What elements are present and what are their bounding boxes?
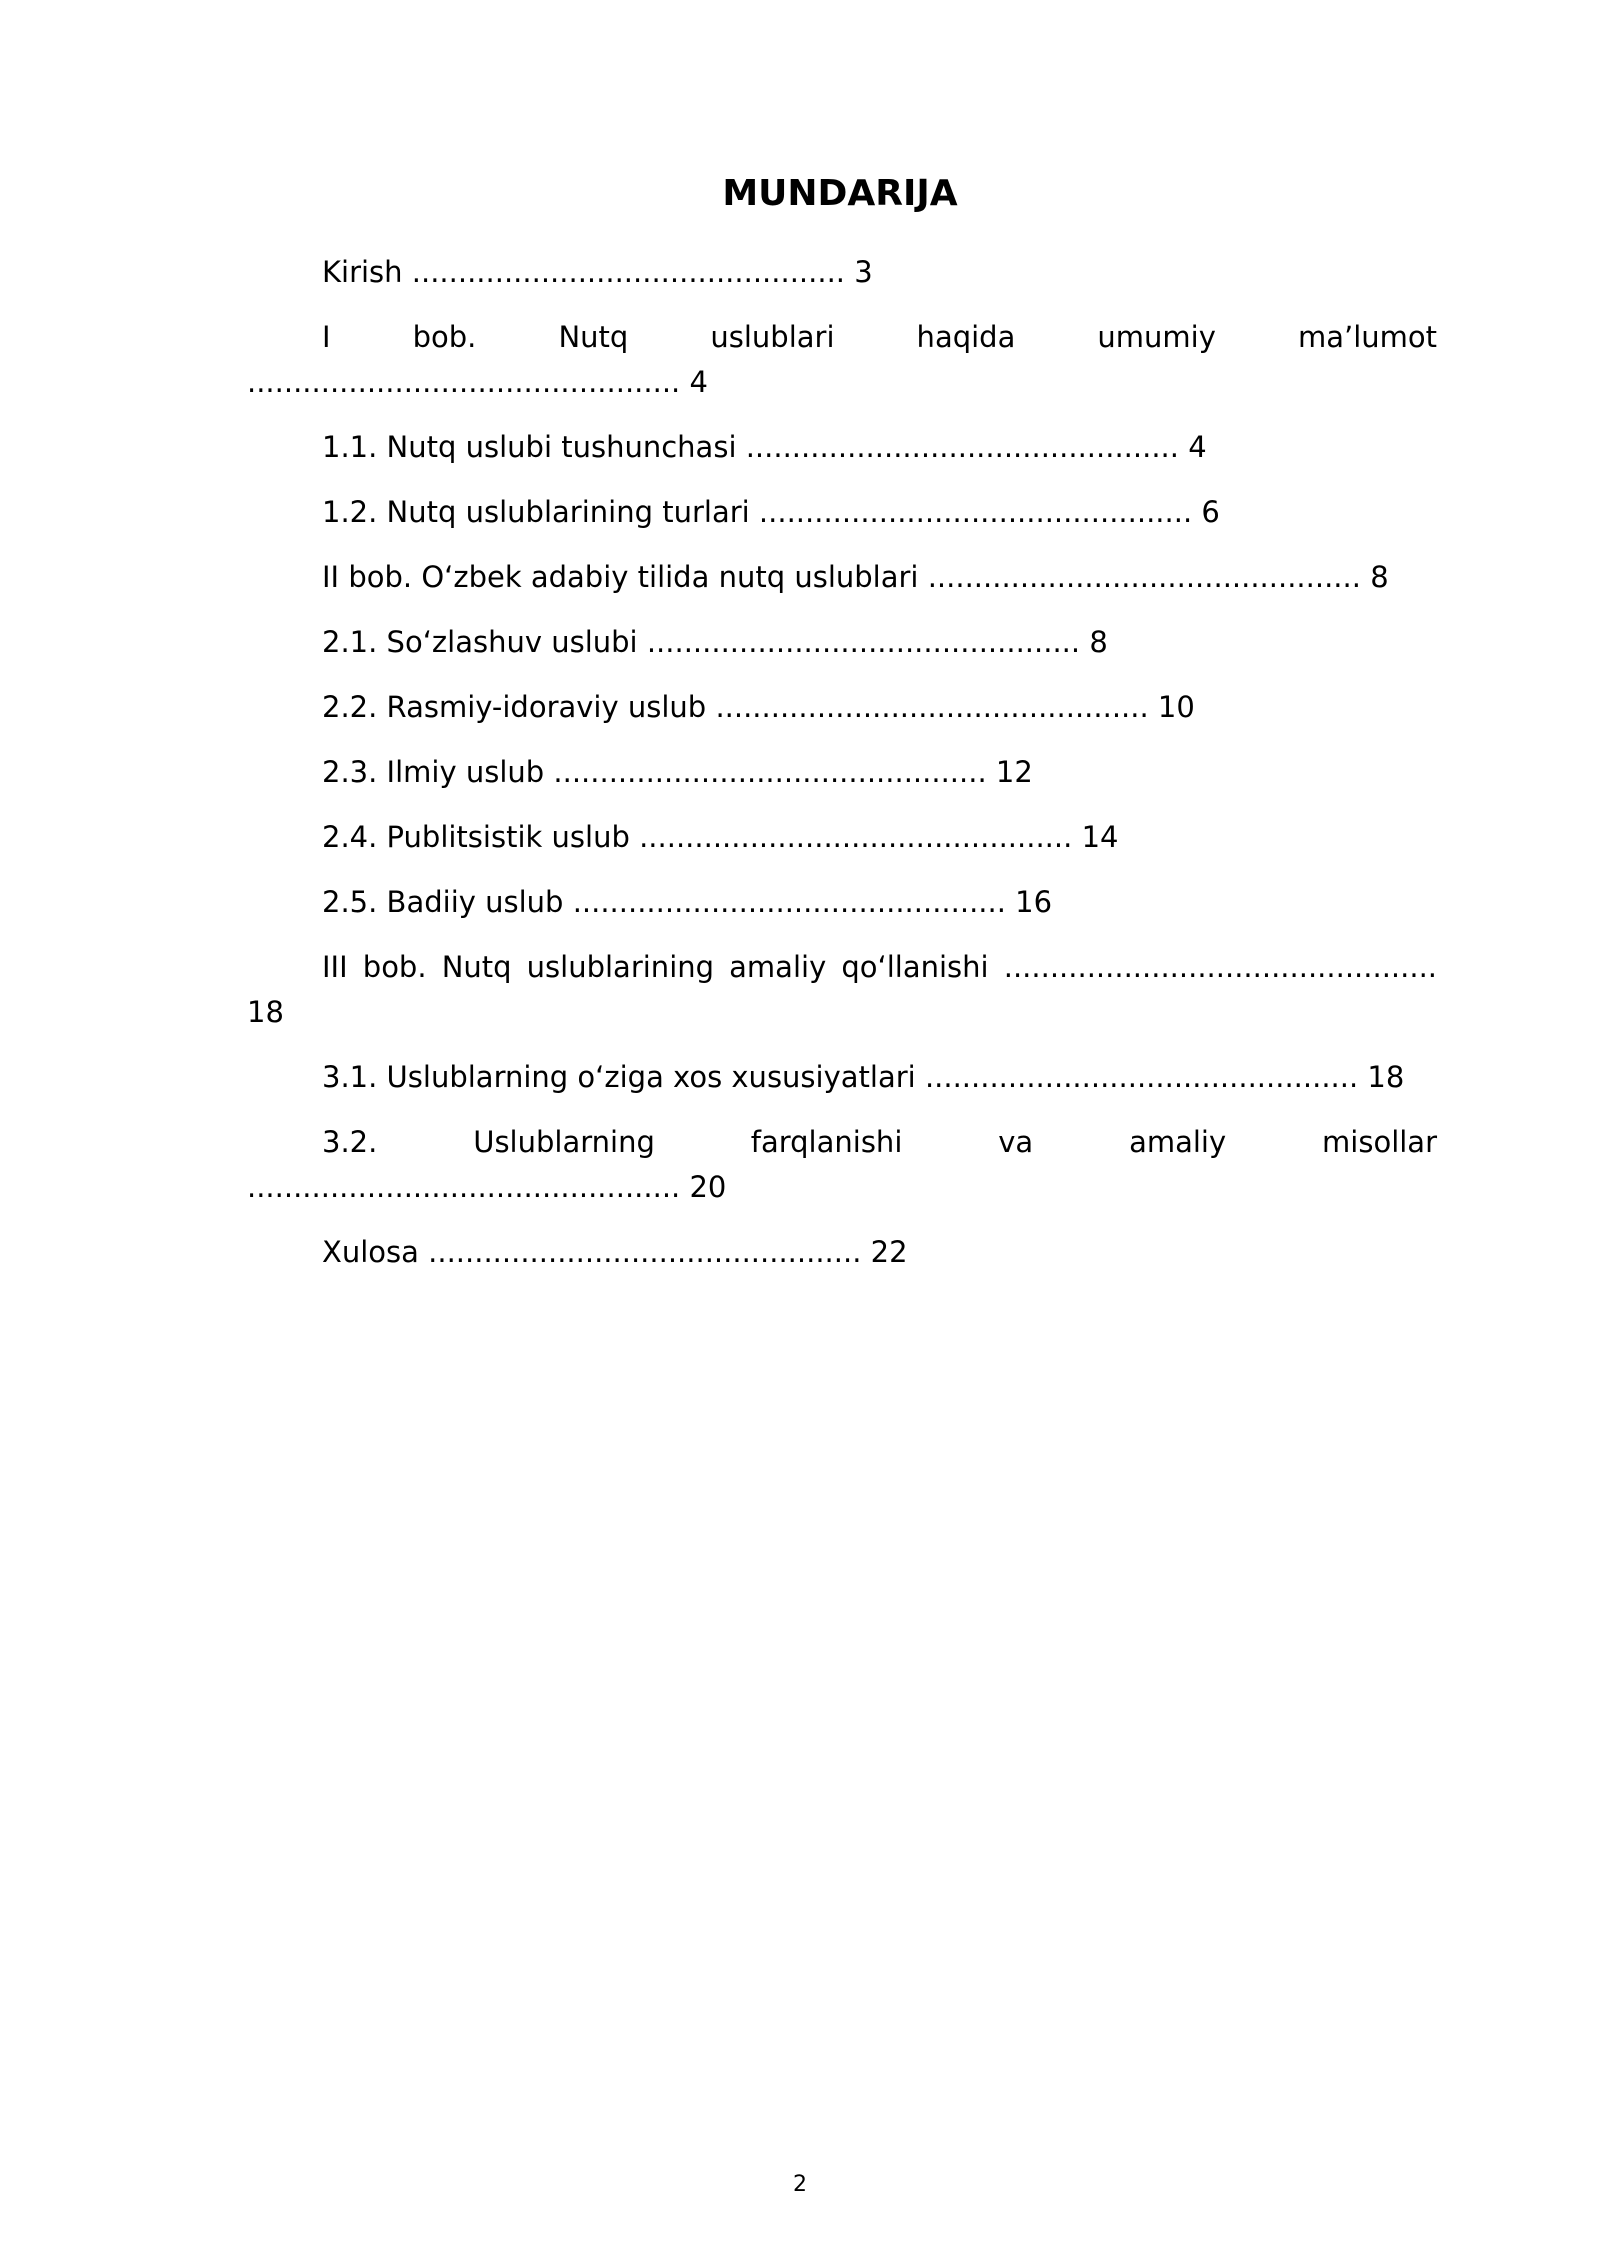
toc-page-number: 14 bbox=[1081, 820, 1119, 854]
toc-page-number: 18 bbox=[247, 995, 284, 1029]
page-title: MUNDARIJA bbox=[722, 173, 958, 214]
toc-page-number: 4 bbox=[689, 365, 708, 399]
toc-leader-dots: ............................................... bbox=[572, 885, 1006, 919]
toc-entry-label: I bob. Nutq uslublari haqida umumiy ma’lumot bbox=[322, 320, 1437, 354]
toc-leader-dots: ............................................... bbox=[924, 1060, 1359, 1094]
toc-entry-label: 2.2. Rasmiy-idoraviy uslub bbox=[322, 690, 707, 724]
toc-entry-1-2 bbox=[247, 490, 1437, 535]
toc-entry-label: 3.1. Uslublarning o‘ziga xos xususiyatlari bbox=[322, 1060, 916, 1094]
toc-page-number: 8 bbox=[1089, 625, 1108, 659]
toc-leader-dots: ............................................... bbox=[758, 495, 1193, 529]
toc-entry-2-3 bbox=[247, 750, 1437, 795]
toc-entry-label: II bob. O‘zbek adabiy tilida nutq uslublari bbox=[322, 560, 919, 594]
toc-entry-3-2 bbox=[247, 1120, 1437, 1210]
toc-entry-label: Xulosa bbox=[322, 1235, 419, 1269]
toc-page-number: 4 bbox=[1188, 430, 1207, 464]
toc-entry-label: 2.1. So‘zlashuv uslubi bbox=[322, 625, 638, 659]
toc-leader-dots: ............................................... bbox=[428, 1235, 862, 1269]
toc-page-number: 6 bbox=[1201, 495, 1220, 529]
toc-page-number: 10 bbox=[1157, 690, 1195, 724]
toc-entry-chapter-2 bbox=[247, 555, 1437, 600]
toc-leader-dots: ............................................... bbox=[553, 755, 987, 789]
toc-entry-label: 2.4. Publitsistik uslub bbox=[322, 820, 630, 854]
toc-entry-xulosa bbox=[247, 1230, 1437, 1275]
toc-entry-2-1 bbox=[247, 620, 1437, 665]
toc-entry-chapter-1 bbox=[247, 315, 1437, 405]
toc-leader-dots: ............................................... bbox=[745, 430, 1179, 464]
table-of-contents bbox=[247, 250, 1437, 1295]
toc-page-number: 16 bbox=[1015, 885, 1053, 919]
toc-leader-dots: ............................................... bbox=[247, 1170, 681, 1204]
toc-entry-kirish bbox=[247, 250, 1437, 295]
toc-page-number: 8 bbox=[1370, 560, 1389, 594]
toc-leader-dots: ............................................... bbox=[411, 255, 846, 289]
toc-leader-dots: ............................................... bbox=[715, 690, 1149, 724]
toc-leader-dots: ............................................... bbox=[927, 560, 1361, 594]
toc-entry-3-1 bbox=[247, 1055, 1437, 1100]
toc-entry-label: 2.3. Ilmiy uslub bbox=[322, 755, 545, 789]
toc-entry-label: Kirish bbox=[322, 255, 403, 289]
toc-entry-2-4 bbox=[247, 815, 1437, 860]
toc-entry-label: III bob. Nutq uslublarining amaliy qo‘llanishi bbox=[322, 950, 989, 984]
toc-entry-2-5 bbox=[247, 880, 1437, 925]
toc-entry-label: 2.5. Badiiy uslub bbox=[322, 885, 564, 919]
toc-entry-2-2 bbox=[247, 685, 1437, 730]
toc-entry-label: 3.2. Uslublarning farqlanishi va amaliy misollar bbox=[322, 1125, 1437, 1159]
toc-page-number: 22 bbox=[870, 1235, 908, 1269]
toc-page-number: 12 bbox=[995, 755, 1033, 789]
toc-leader-dots: ............................................... bbox=[1003, 950, 1438, 984]
toc-page-number: 18 bbox=[1367, 1060, 1405, 1094]
page-footer-number: 2 bbox=[793, 2172, 807, 2197]
toc-leader-dots: ............................................... bbox=[639, 820, 1073, 854]
toc-page-number: 3 bbox=[854, 255, 873, 289]
toc-entry-label: 1.2. Nutq uslublarining turlari bbox=[322, 495, 750, 529]
toc-entry-1-1 bbox=[247, 425, 1437, 470]
toc-entry-label: 1.1. Nutq uslubi tushunchasi bbox=[322, 430, 737, 464]
toc-page-number: 20 bbox=[689, 1170, 727, 1204]
toc-leader-dots: ............................................... bbox=[247, 365, 681, 399]
toc-entry-chapter-3 bbox=[247, 945, 1437, 1035]
toc-leader-dots: ............................................... bbox=[646, 625, 1081, 659]
